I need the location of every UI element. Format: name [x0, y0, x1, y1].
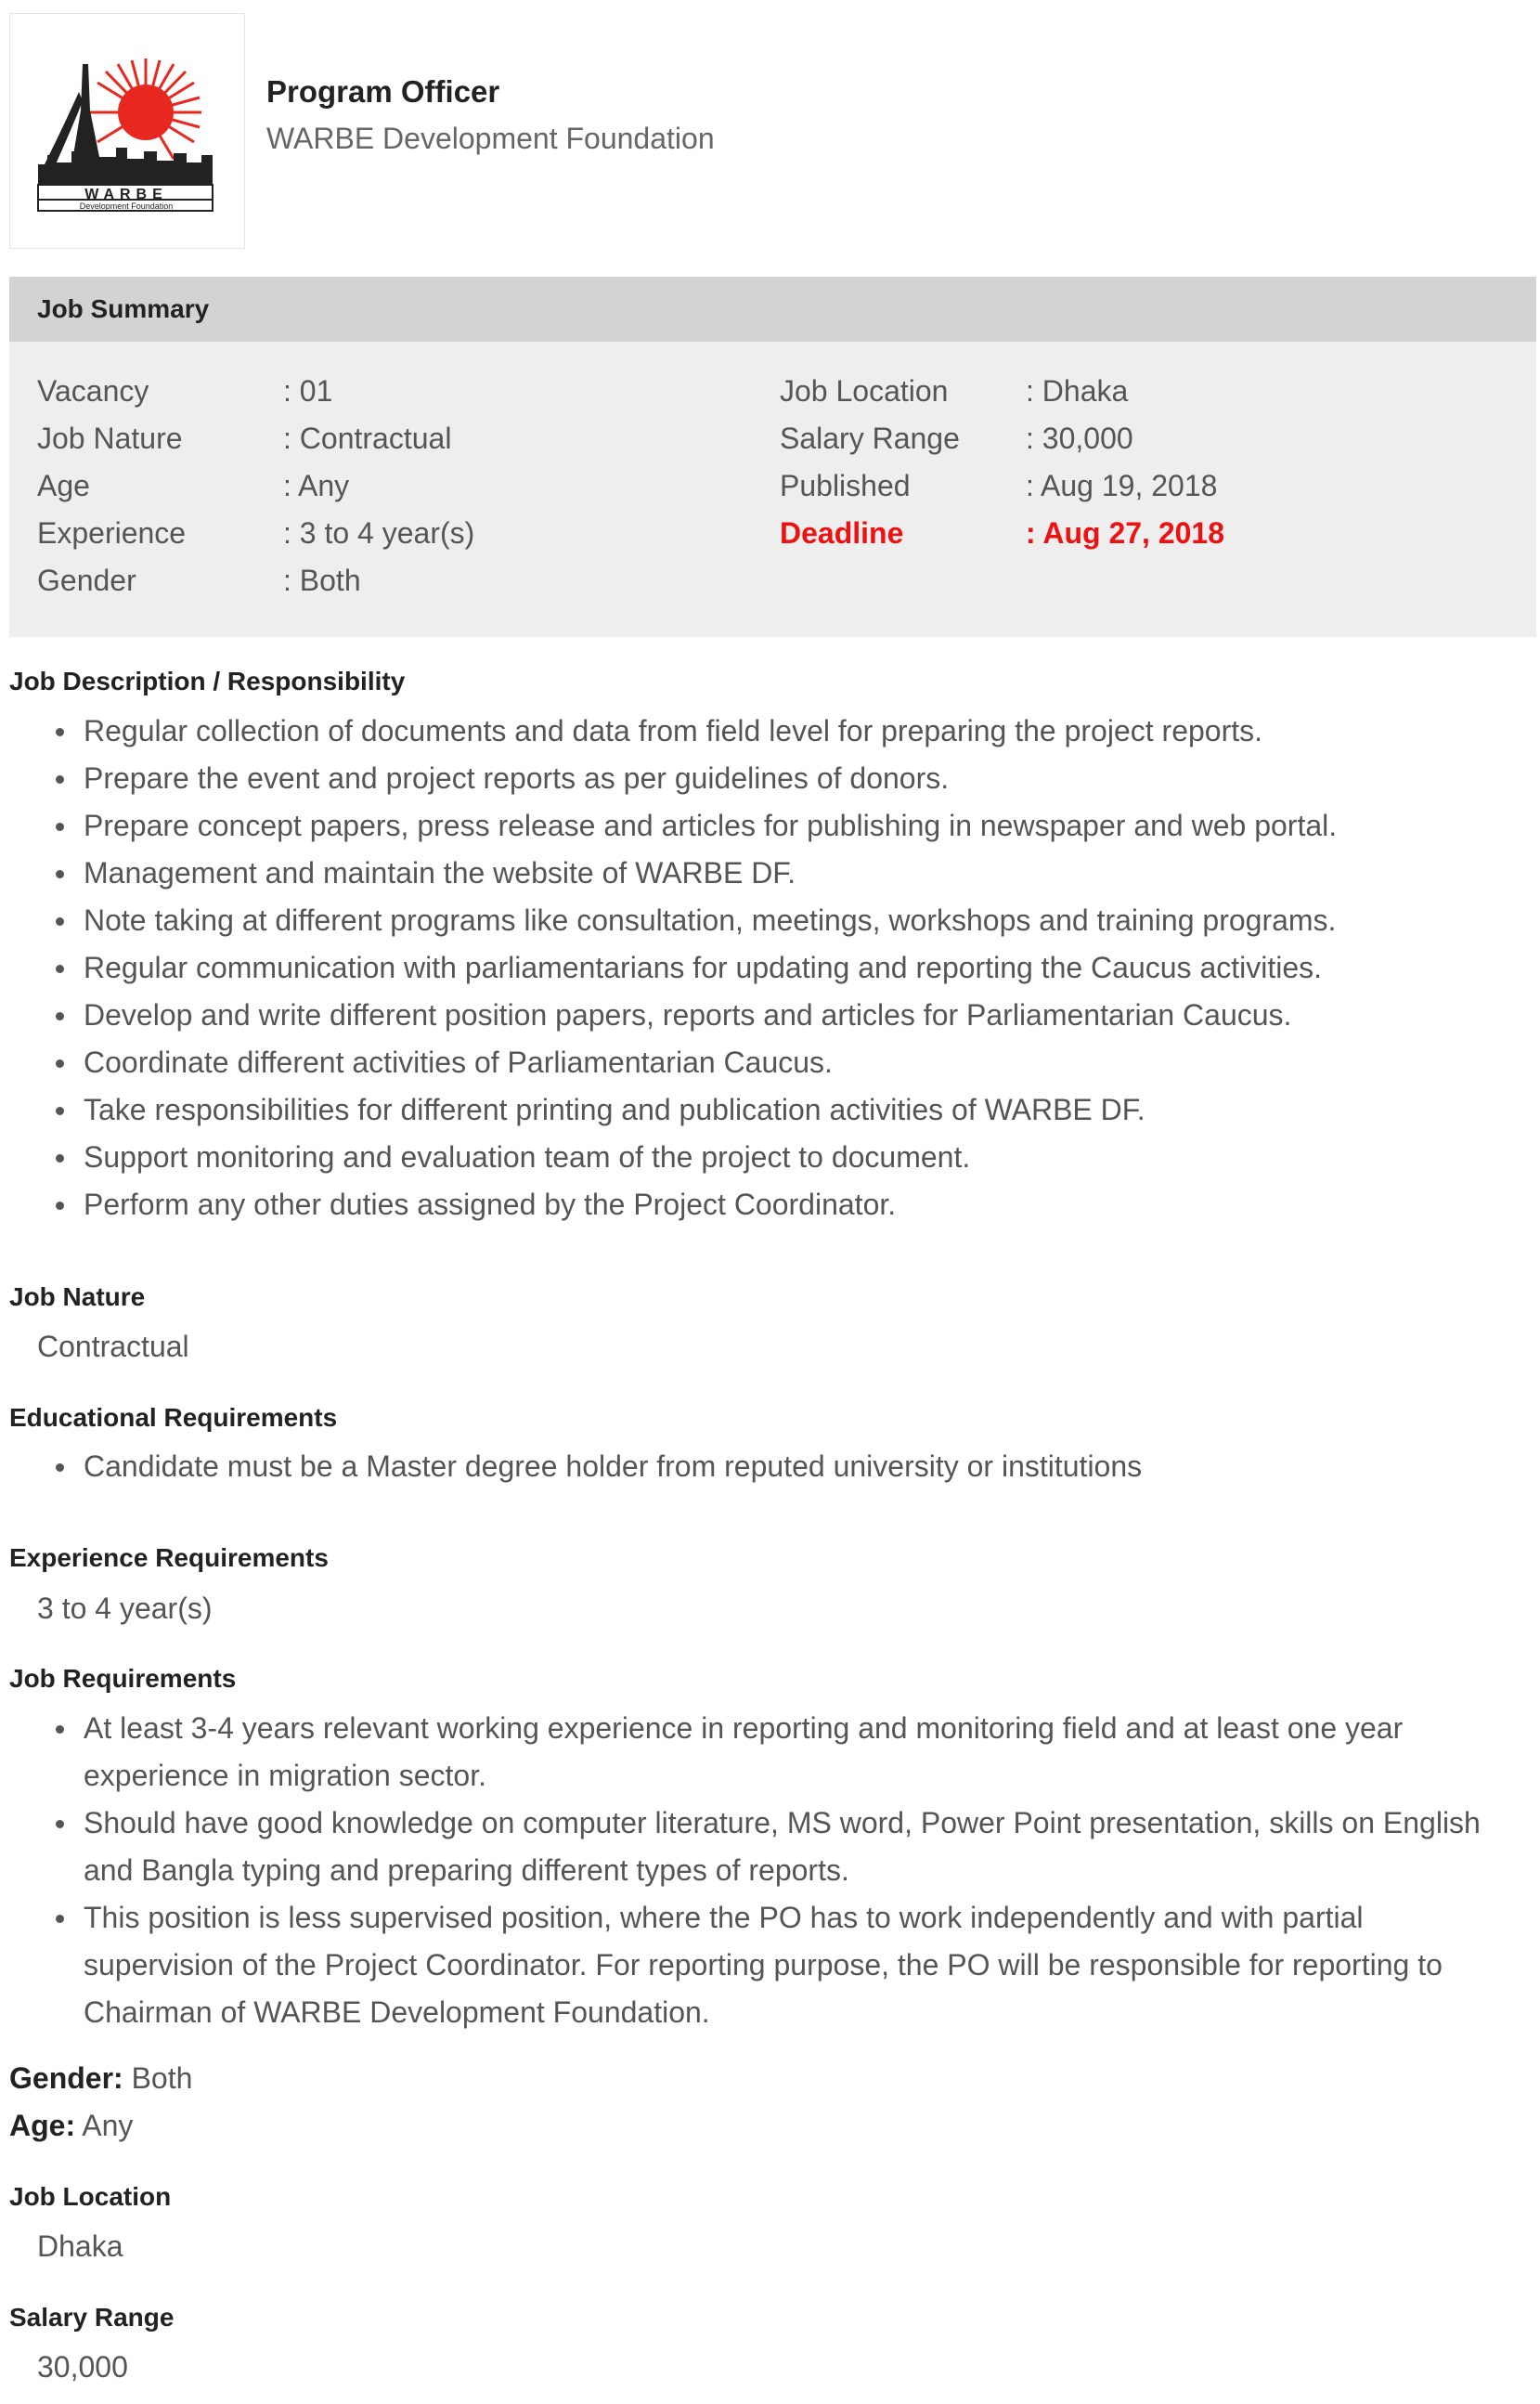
age-line [9, 2109, 133, 2143]
deadline-value: : Aug 27, 2018 [1026, 516, 1225, 550]
summary-label: Experience [37, 516, 187, 550]
gender-value: Both [131, 2061, 193, 2095]
logo-subtext: Development Foundation [79, 201, 174, 211]
company-name[interactable]: WARBE Development Foundation [266, 122, 715, 155]
gender-label: Gender: [9, 2061, 123, 2095]
section-heading-education: Educational Requirements [9, 1403, 338, 1432]
list-item: Management and maintain the website of WARBE DF. [37, 850, 1522, 897]
job-title: Program Officer [266, 74, 500, 109]
education-list [37, 1443, 1522, 1490]
summary-label: Job Location [780, 374, 949, 408]
summary-value: : 30,000 [1026, 422, 1133, 455]
list-item: Regular communication with parliamentarians for updating and reporting the Caucus activities. [37, 944, 1522, 992]
section-heading-job-nature: Job Nature [9, 1282, 146, 1311]
summary-label: Job Nature [37, 422, 183, 455]
requirements-list [37, 1705, 1513, 2036]
list-item: Perform any other duties assigned by the Project Coordinator. [37, 1181, 1522, 1228]
section-heading-salary: Salary Range [9, 2303, 175, 2332]
summary-value: : Aug 19, 2018 [1026, 469, 1218, 502]
list-item: Should have good knowledge on computer literature, MS word, Power Point presentation, skills on English and Bangla typing and preparing different types of reports. [37, 1800, 1513, 1894]
section-heading-experience: Experience Requirements [9, 1543, 329, 1572]
job-nature-value: Contractual [37, 1330, 189, 1363]
section-heading-description: Job Description / Responsibility [9, 667, 406, 695]
list-item: Take responsibilities for different printing and publication activities of WARBE DF. [37, 1086, 1522, 1134]
list-item: Prepare concept papers, press release and articles for publishing in newspaper and web portal. [37, 802, 1522, 850]
list-item: Support monitoring and evaluation team of the project to document. [37, 1134, 1522, 1181]
summary-value: : Dhaka [1026, 374, 1129, 408]
location-value: Dhaka [37, 2229, 123, 2263]
summary-label: Gender [37, 564, 136, 597]
salary-value: 30,000 [37, 2350, 128, 2384]
summary-label: Age [37, 469, 90, 502]
experience-value: 3 to 4 year(s) [37, 1592, 213, 1625]
list-item: Develop and write different position papers, reports and articles for Parliamentarian Caucus. [37, 992, 1522, 1039]
summary-value: : Any [283, 469, 350, 502]
deadline-label: Deadline [780, 516, 904, 550]
section-heading-location: Job Location [9, 2182, 172, 2211]
list-item: Note taking at different programs like consultation, meetings, workshops and training programs. [37, 897, 1522, 944]
summary-value: : 3 to 4 year(s) [283, 516, 475, 550]
job-summary-heading: Job Summary [9, 277, 1536, 342]
summary-label: Salary Range [780, 422, 960, 455]
section-heading-requirements: Job Requirements [9, 1664, 237, 1693]
logo-text: WARBE [84, 187, 168, 202]
list-item: This position is less supervised position, where the PO has to work independently and with partial supervision of the Project Coordinator. For reporting purpose, the PO will be responsible for reporting to Chairman of WARBE Development Foundation. [37, 1894, 1513, 2036]
list-item: Coordinate different activities of Parliamentarian Caucus. [37, 1039, 1522, 1086]
summary-value: : Both [283, 564, 361, 597]
description-list [37, 708, 1522, 1228]
list-item: Regular collection of documents and data from field level for preparing the project reports. [37, 708, 1522, 755]
summary-value: : Contractual [283, 422, 452, 455]
gender-line [9, 2061, 192, 2096]
age-value: Any [82, 2109, 134, 2142]
summary-label: Vacancy [37, 374, 149, 408]
company-logo [9, 13, 245, 249]
summary-value: : 01 [283, 374, 333, 408]
age-label: Age: [9, 2109, 76, 2142]
list-item: Candidate must be a Master degree holder from reputed university or institutions [37, 1443, 1522, 1490]
summary-label: Published [780, 469, 911, 502]
job-summary-panel [9, 342, 1536, 637]
list-item: Prepare the event and project reports as per guidelines of donors. [37, 755, 1522, 802]
list-item: At least 3-4 years relevant working experience in reporting and monitoring field and at least one year experience in migration sector. [37, 1705, 1513, 1800]
